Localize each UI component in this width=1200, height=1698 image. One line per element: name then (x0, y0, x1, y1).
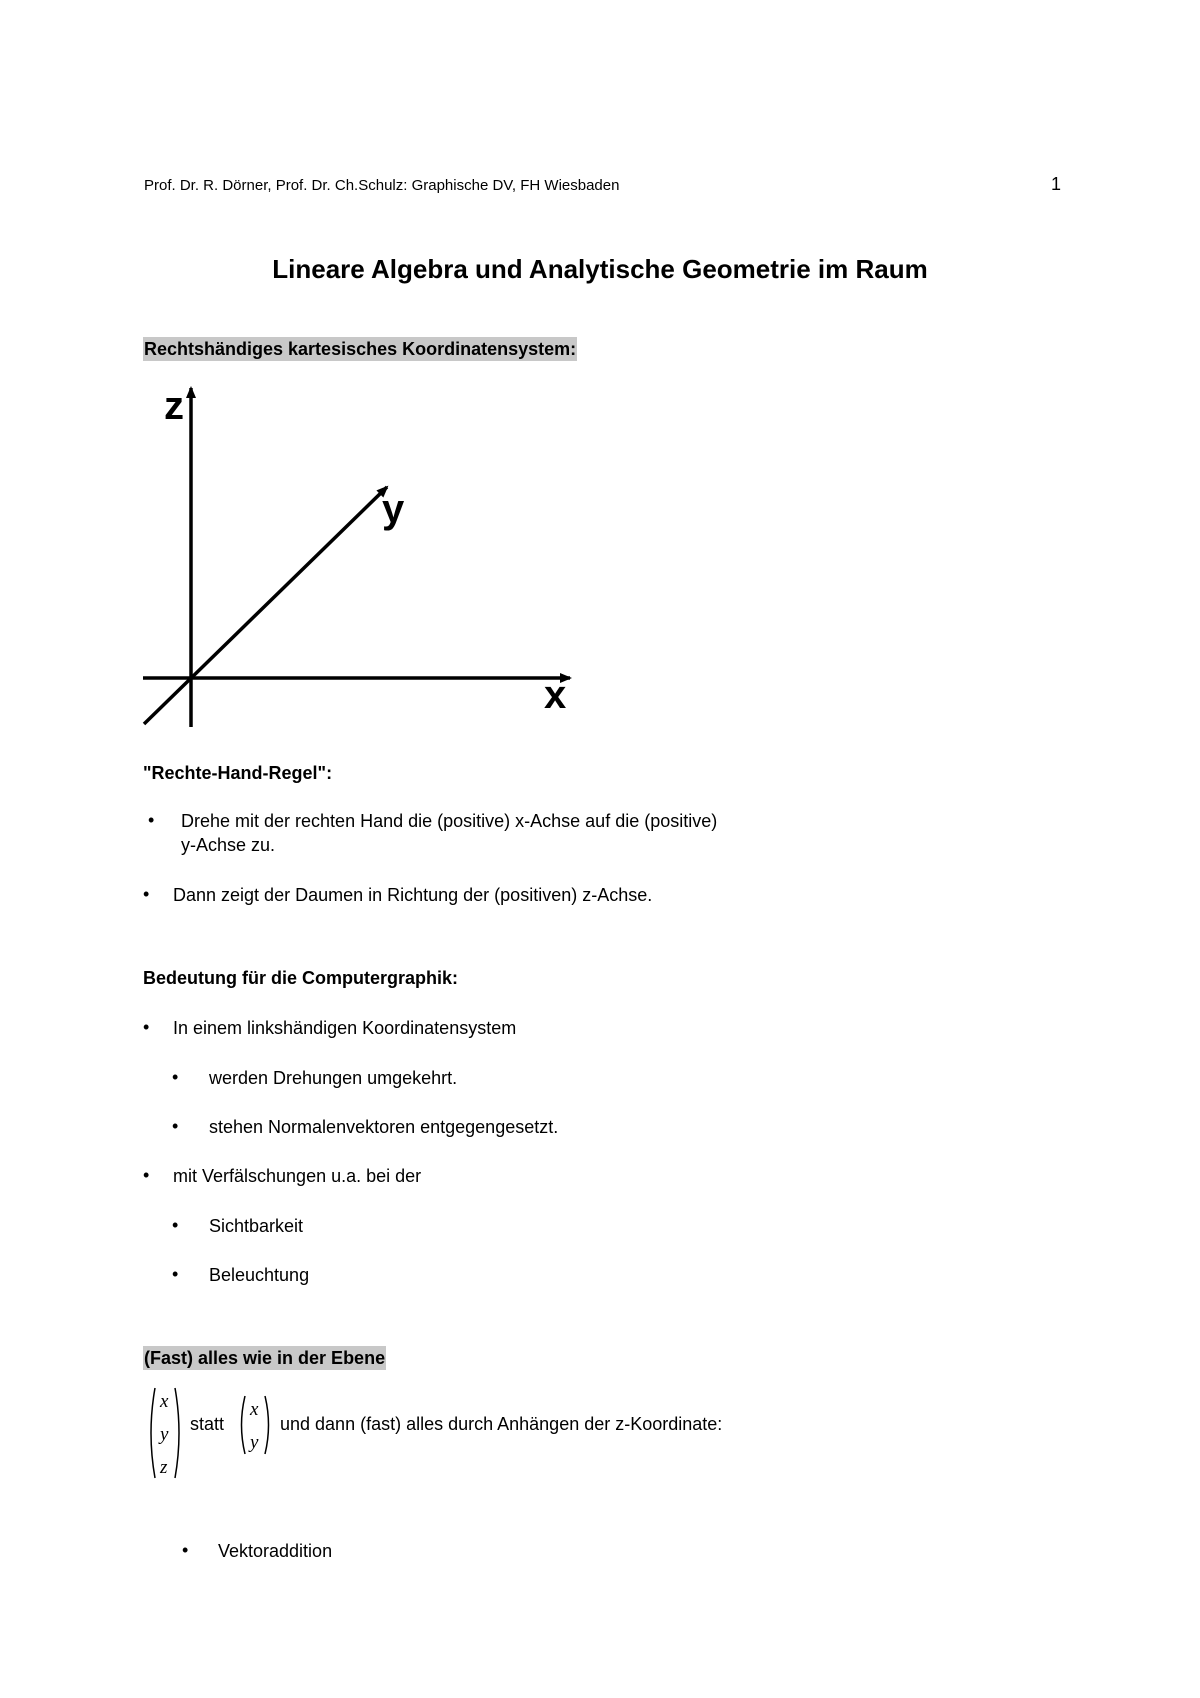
bullet-icon: • (172, 1264, 179, 1284)
rule-line-2: Dann zeigt der Daumen in Richtung der (positiven) z-Achse. (173, 885, 653, 905)
coordinate-system-heading: Rechtshändiges kartesisches Koordinatensystem: (144, 339, 577, 359)
vector-component: y (160, 1424, 169, 1445)
z-axis-label: z (164, 384, 184, 428)
coordinate-axes-diagram (138, 383, 598, 733)
y-axis-label: y (382, 487, 405, 531)
list-item: Sichtbarkeit (209, 1216, 304, 1236)
right-hand-rule-heading: "Rechte-Hand-Regel": (143, 763, 333, 783)
vector-3d (145, 1385, 185, 1481)
bullet-icon: • (148, 810, 155, 830)
page-header: Prof. Dr. R. Dörner, Prof. Dr. Ch.Schulz: Graphische DV, FH Wiesbaden (144, 177, 620, 194)
list-item: Beleuchtung (209, 1265, 310, 1285)
bullet-icon: • (143, 884, 150, 904)
x-axis-label: x (544, 673, 567, 717)
meaning-heading: Bedeutung für die Computergraphik: (143, 968, 458, 988)
bullet-icon: • (143, 1165, 150, 1185)
bullet-icon: • (143, 1017, 150, 1037)
list-item: mit Verfälschungen u.a. bei der (173, 1166, 422, 1186)
bullet-icon: • (172, 1067, 179, 1087)
bullet-icon: • (172, 1215, 179, 1235)
list-item: werden Drehungen umgekehrt. (209, 1068, 458, 1088)
statt-text: statt (190, 1414, 225, 1434)
bullet-icon: • (182, 1540, 189, 1560)
vector-component: y (250, 1432, 259, 1453)
vector-component: z (160, 1457, 168, 1478)
page-number: 1 (1051, 174, 1062, 194)
bullet-icon: • (172, 1116, 179, 1136)
list-item: In einem linkshändigen Koordinatensystem (173, 1018, 517, 1038)
vector-2d (235, 1393, 275, 1457)
plane-section-heading: (Fast) alles wie in der Ebene (144, 1348, 386, 1368)
plane-section-text: und dann (fast) alles durch Anhängen der z-Koordinate: (280, 1414, 723, 1434)
rule-line-1: Drehe mit der rechten Hand die (positive) x-Achse auf die (positive) (181, 811, 718, 831)
rule-line-1b: y-Achse zu. (181, 835, 276, 855)
y-axis-line (144, 487, 387, 724)
list-item: Vektoraddition (218, 1541, 333, 1561)
vector-component: x (160, 1391, 169, 1412)
page-title: Lineare Algebra und Analytische Geometrie im Raum (272, 254, 928, 284)
vector-component: x (250, 1399, 259, 1420)
list-item: stehen Normalenvektoren entgegengesetzt. (209, 1117, 559, 1137)
